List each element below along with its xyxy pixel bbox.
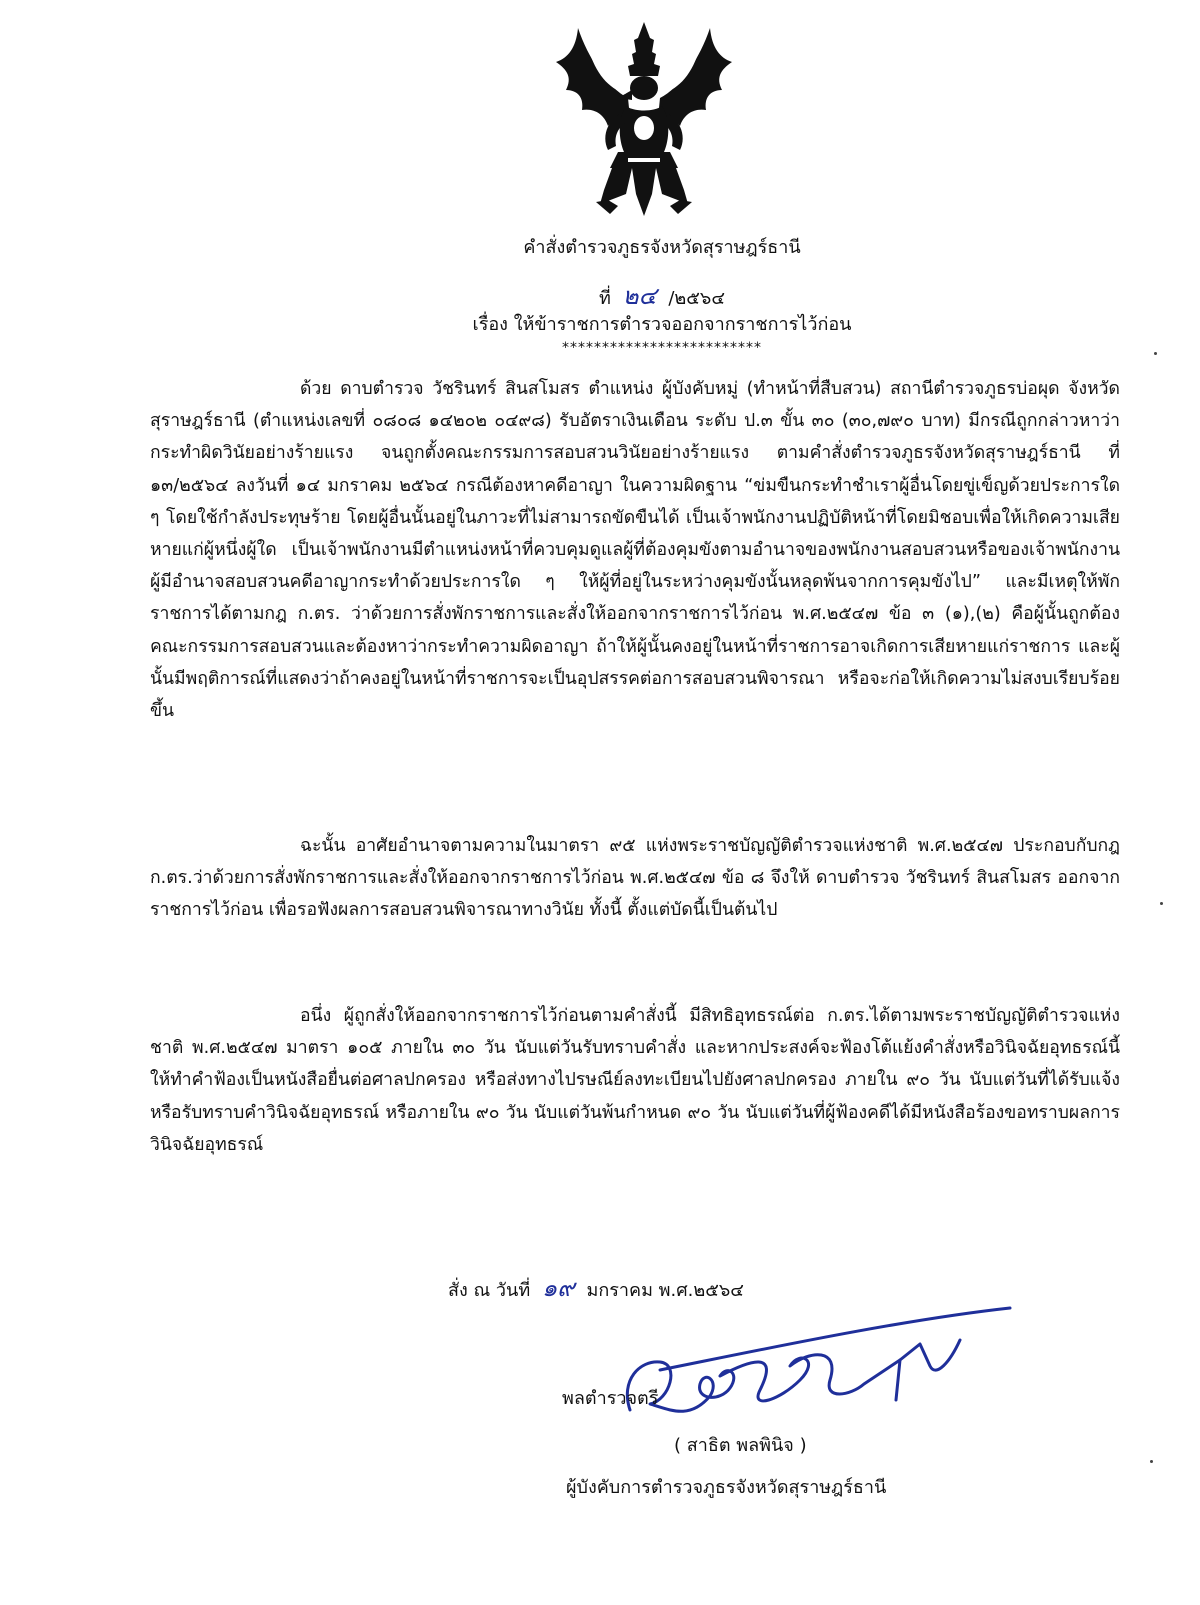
handwritten-signature [600,1300,1030,1470]
date-day-handwritten: ๑๙ [541,1274,575,1302]
paragraph-2: ฉะนั้น อาศัยอำนาจตามความในมาตรา ๙๕ แห่งพระราชบัญญัติตำรวจแห่งชาติ พ.ศ.๒๕๔๗ ประกอบกับกฎ ก.ตร.ว่าด้วยการสั่งพักราชการและสั่งให้ออกจากราชการไว้ก่อน พ.ศ.๒๕๔๗ ข้อ ๘ จึงให้ ดาบตำรวจ วัชรินทร์ สินสโมสร ออกจากราชการไว้ก่อน เพื่อรอฟังผลการสอบสวนพิจารณาทางวินัย ทั้งนี้ ตั้งแต่บัดนี้เป็นต้นไป [150,836,1120,921]
date-suffix: มกราคม พ.ศ.๒๕๖๔ [586,1280,744,1301]
order-number-suffix: /๒๕๖๔ [668,288,725,309]
scan-speck [1150,1460,1153,1463]
order-title: คำสั่งตำรวจภูธรจังหวัดสุราษฎร์ธานี [523,237,801,258]
scan-speck [1154,352,1157,355]
garuda-emblem-icon [548,18,740,218]
header-separator: ************************* [562,340,762,356]
paragraph-1: ด้วย ดาบตำรวจ วัชรินทร์ สินสโมสร ตำแหน่ง ผู้บังคับหมู่ (ทำหน้าที่สืบสวน) สถานีตำรวจภูธรบ่อผุด จังหวัดสุราษฎร์ธานี (ตำแหน่งเลขที่ ๐๘๐๘ ๑๔๒๐๒ ๐๔๙๘) รับอัตราเงินเดือน ระดับ ป.๓ ขั้น ๓๐ (๓๐,๗๙๐ บาท) มีกรณีถูกกล่าวหาว่ากระทำผิดวินัยอย่างร้ายแรง จนถูกตั้งคณะกรรมการสอบสวนวินัยอย่างร้ายแรง ตามคำสั่งตำรวจภูธรจังหวัดสุราษฎร์ธานี ที่ ๑๓/๒๕๖๔ ลงวันที่ ๑๔ มกราคม ๒๕๖๔ กรณีต้องหาคดีอาญา ในความผิดฐาน “ข่มขืนกระทำชำเราผู้อื่นโดยขู่เข็ญด้วยประการใด ๆ โดยใช้กำลังประทุษร้าย โดยผู้อื่นนั้นอยู่ในภาวะที่ไม่สามารถขัดขืนได้ เป็นเจ้าพนักงานปฏิบัติหน้าที่โดยมิชอบเพื่อให้เกิดความเสียหายแก่ผู้หนึ่งผู้ใด เป็นเจ้าพนักงานมีตำแหน่งหน้าที่ควบคุมดูแลผู้ที่ต้องคุมขังตามอำนาจของพนักงานสอบสวนหรือของเจ้าพนักงานผู้มีอำนาจสอบสวนคดีอาญากระทำด้วยประการใด ๆ ให้ผู้ที่อยู่ในระหว่างคุมขังนั้นหลุดพ้นจากการคุมขังไป” และมีเหตุให้พักราชการได้ตามกฎ ก.ตร. ว่าด้วยการสั่งพักราชการและสั่งให้ออกจากราชการไว้ก่อน พ.ศ.๒๕๔๗ ข้อ ๓ (๑),(๒) คือผู้นั้นถูกต้องคณะกรรมการสอบสวนและต้องหาว่ากระทำความผิดอาญา ถ้าให้ผู้นั้นคงอยู่ในหน้าที่ราชการอาจเกิดการเสียหายแก่ราชการ และผู้นั้นมีพฤติการณ์ที่แสดงว่าถ้าคงอยู่ในหน้าที่ราชการจะเป็นอุปสรรคต่อการสอบสวนพิจารณา หรือจะก่อให้เกิดความไม่สงบเรียบร้อยขึ้น [150,379,1120,722]
order-number-prefix: ที่ [599,288,611,309]
scan-speck [1160,902,1163,905]
order-subject: เรื่อง ให้ข้าราชการตำรวจออกจากราชการไว้ก่อน [472,314,852,335]
date-prefix: สั่ง ณ วันที่ [448,1280,531,1301]
signer-rank: พลตำรวจตรี [562,1388,659,1409]
paragraph-3: อนึ่ง ผู้ถูกสั่งให้ออกจากราชการไว้ก่อนตามคำสั่งนี้ มีสิทธิอุทธรณ์ต่อ ก.ตร.ได้ตามพระราชบัญญัติตำรวจแห่งชาติ พ.ศ.๒๕๔๗ มาตรา ๑๐๕ ภายใน ๓๐ วัน นับแต่วันรับทราบคำสั่ง และหากประสงค์จะฟ้องโต้แย้งคำสั่งหรือวินิจฉัยอุทธรณ์นี้ ให้ทำคำฟ้องเป็นหนังสือยื่นต่อศาลปกครอง หรือส่งทางไปรษณีย์ลงทะเบียนไปยังศาลปกครอง ภายใน ๙๐ วัน นับแต่วันที่ได้รับแจ้ง หรือรับทราบคำวินิจฉัยอุทธรณ์ หรือภายใน ๙๐ วัน นับแต่วันพ้นกำหนด ๙๐ วัน นับแต่วันที่ผู้ฟ้องคดีได้มีหนังสือร้องขอทราบผลการวินิจฉัยอุทธรณ์ [150,1006,1120,1155]
signer-position: ผู้บังคับการตำรวจภูธรจังหวัดสุราษฎร์ธานี [566,1477,887,1498]
order-number-handwritten: ๒๔ [622,282,657,310]
signer-name: ( สาธิต พลพินิจ ) [674,1435,807,1456]
